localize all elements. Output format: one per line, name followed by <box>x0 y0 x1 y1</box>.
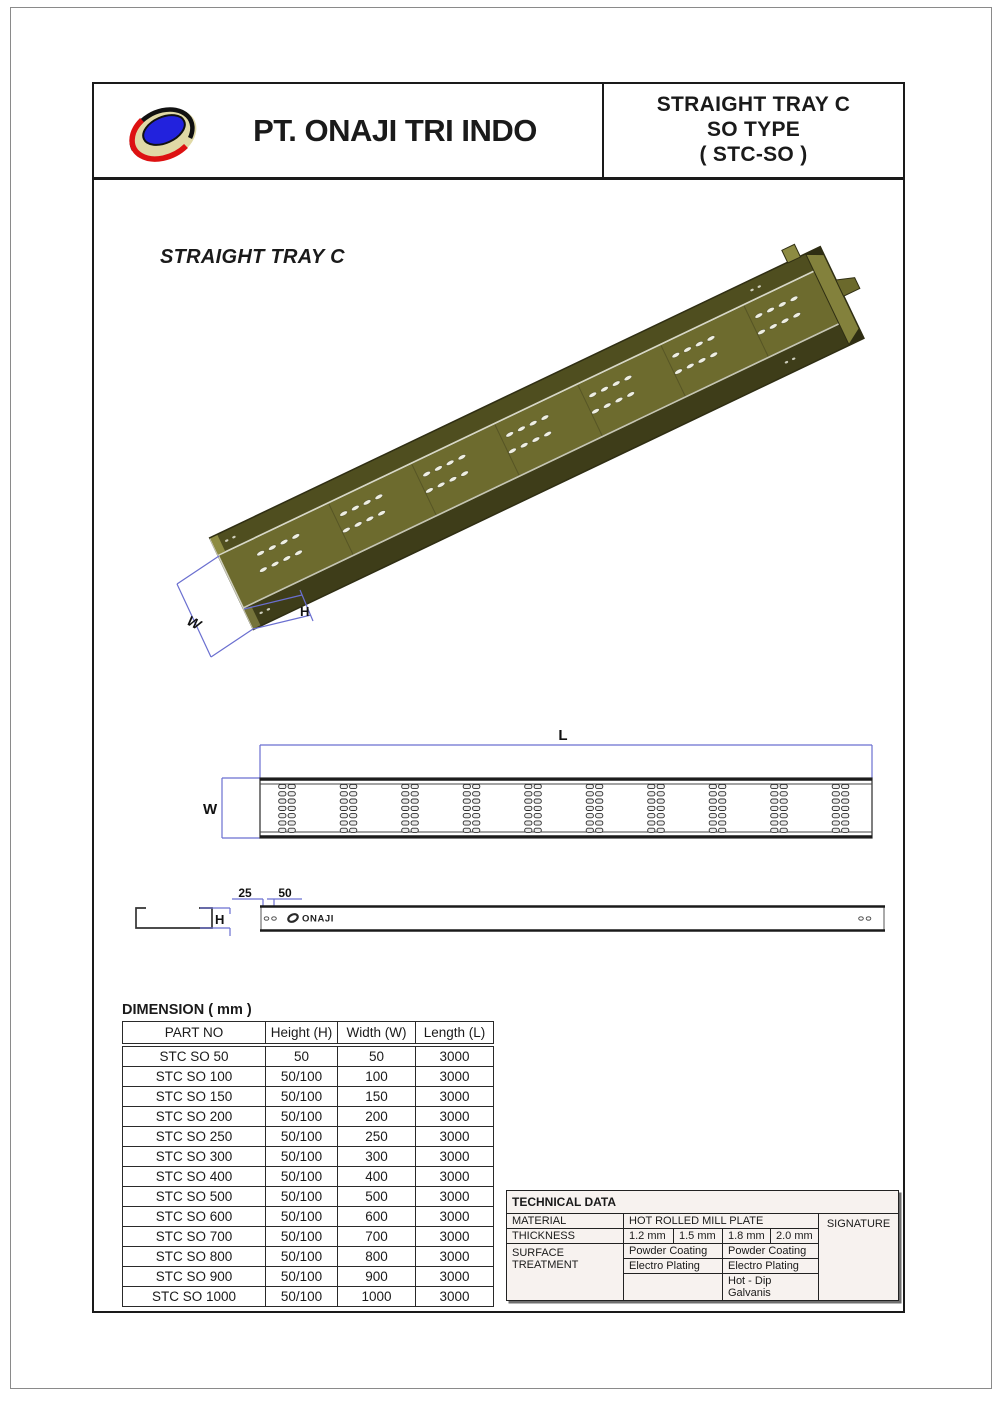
company-name: PT. ONAJI TRI INDO <box>253 112 537 148</box>
perforation-slot <box>402 784 409 788</box>
perforation-slot <box>463 792 470 796</box>
perforation-slot <box>350 784 357 788</box>
technical-data-table <box>506 1190 899 1301</box>
dimension-table-row <box>123 1087 494 1107</box>
product-title-cell <box>602 84 903 177</box>
plan-width-label: W <box>203 801 218 818</box>
material-value: HOT ROLLED MILL PLATE <box>624 1214 819 1229</box>
perforation-slot <box>771 814 778 818</box>
perforation-slot <box>534 806 541 810</box>
perforation-slot <box>719 814 726 818</box>
perforation-slot <box>525 806 532 810</box>
dimension-cell: 50/100 <box>266 1067 338 1087</box>
perforation-slot <box>411 821 418 825</box>
perforation-slot <box>771 821 778 825</box>
perforation-slot <box>586 821 593 825</box>
perforation-slot <box>340 821 347 825</box>
perforation-slot <box>657 799 664 803</box>
dimension-cell: 50/100 <box>266 1127 338 1147</box>
dimension-cell: 50/100 <box>266 1207 338 1227</box>
dimension-cell: 800 <box>338 1247 416 1267</box>
perforation-slot <box>709 799 716 803</box>
dimension-table-row <box>123 1247 494 1267</box>
dimension-cell: 3000 <box>416 1045 494 1067</box>
dimension-cell: STC SO 700 <box>123 1227 266 1247</box>
perforation-slot <box>473 806 480 810</box>
perforation-slot <box>534 821 541 825</box>
perforation-slot <box>719 792 726 796</box>
tray-edge-highlight-bottom <box>243 323 839 609</box>
perforation-slot <box>719 806 726 810</box>
perforation-slot <box>340 792 347 796</box>
perforation-slot <box>832 821 839 825</box>
dimension-table-row <box>123 1287 494 1307</box>
perforation-slot <box>780 814 787 818</box>
plan-view-drawing <box>120 700 905 870</box>
dimension-table-header-row <box>123 1022 494 1046</box>
perforation-slot <box>842 828 849 832</box>
dimension-cell: 3000 <box>416 1187 494 1207</box>
perforation-slot <box>350 806 357 810</box>
length-dimension-bracket <box>260 745 872 780</box>
perforation-slot <box>771 806 778 810</box>
perforation-slot <box>525 784 532 788</box>
perforation-slot <box>473 792 480 796</box>
dimension-cell: 3000 <box>416 1107 494 1127</box>
dimension-cell: 3000 <box>416 1207 494 1227</box>
perforation-slot <box>288 799 295 803</box>
perforation-slot <box>350 821 357 825</box>
dimension-cell: 50/100 <box>266 1167 338 1187</box>
onaji-stamp-text: ONAJI <box>302 913 335 925</box>
perforation-slot <box>832 806 839 810</box>
perforation-slot <box>288 806 295 810</box>
thickness-value-2: 1.5 mm <box>674 1229 723 1244</box>
dimension-cell: STC SO 600 <box>123 1207 266 1227</box>
perforation-slot <box>780 799 787 803</box>
perforation-slot <box>648 814 655 818</box>
dimension-table-title: DIMENSION ( mm ) <box>122 1002 252 1018</box>
perforation-slot <box>842 792 849 796</box>
tray-edge-highlight-top <box>218 270 814 556</box>
perforation-slot <box>780 784 787 788</box>
perforation-slot <box>411 814 418 818</box>
dimension-table-row <box>123 1187 494 1207</box>
perforation-slot <box>279 821 286 825</box>
side-view-drawing <box>120 870 905 960</box>
dimension-cell: 50/100 <box>266 1247 338 1267</box>
dimension-cell: 3000 <box>416 1267 494 1287</box>
perforation-slot <box>402 792 409 796</box>
col-length: Length (L) <box>416 1022 494 1046</box>
perforation-slot <box>780 821 787 825</box>
perforation-slot <box>596 814 603 818</box>
signature-cell: SIGNATURE <box>819 1214 899 1301</box>
dimension-table-row <box>123 1067 494 1087</box>
perforation-slot <box>402 821 409 825</box>
perforation-slot <box>842 821 849 825</box>
tray-body <box>203 240 880 631</box>
dimension-cell: 3000 <box>416 1147 494 1167</box>
perforation-slot <box>596 799 603 803</box>
dimension-cell: 3000 <box>416 1087 494 1107</box>
perforation-slot <box>340 784 347 788</box>
perforation-slot <box>648 792 655 796</box>
perforation-slot <box>279 799 286 803</box>
perforation-slot <box>657 792 664 796</box>
thickness-value-3: 1.8 mm <box>723 1229 771 1244</box>
perforation-slot <box>586 806 593 810</box>
dimension-cell: 50/100 <box>266 1107 338 1127</box>
perforation-slot <box>771 784 778 788</box>
perforation-slot <box>525 799 532 803</box>
header-left-cell <box>94 84 602 177</box>
perforation-slot <box>411 784 418 788</box>
perforation-slot <box>279 806 286 810</box>
perforation-slot <box>288 821 295 825</box>
perforation-slot <box>340 799 347 803</box>
perforation-slot <box>340 814 347 818</box>
perforation-slot <box>648 799 655 803</box>
c-profile-section <box>136 908 212 928</box>
technical-data-title: TECHNICAL DATA <box>507 1191 899 1214</box>
perforation-slot <box>473 784 480 788</box>
perforation-slot <box>648 828 655 832</box>
perforation-slot <box>586 814 593 818</box>
dimension-cell: STC SO 800 <box>123 1247 266 1267</box>
dimension-cell: 3000 <box>416 1247 494 1267</box>
perforation-slot <box>350 792 357 796</box>
perforation-slot <box>832 828 839 832</box>
title-block <box>92 82 905 180</box>
perforation-slot <box>288 792 295 796</box>
perforation-slot <box>525 821 532 825</box>
dimension-table-row <box>123 1107 494 1127</box>
dimension-table-row <box>123 1207 494 1227</box>
perforation-slot <box>596 806 603 810</box>
dimension-cell: STC SO 900 <box>123 1267 266 1287</box>
perforation-slot <box>340 806 347 810</box>
perforation-slot <box>709 821 716 825</box>
perforation-slot <box>657 784 664 788</box>
thickness-value-4: 2.0 mm <box>771 1229 819 1244</box>
perforation-slot <box>473 828 480 832</box>
perforation-slot <box>586 792 593 796</box>
perforation-slot <box>402 814 409 818</box>
perforation-slot <box>832 814 839 818</box>
perforation-slot <box>709 806 716 810</box>
perforation-slot <box>657 806 664 810</box>
dimension-table-row <box>123 1147 494 1167</box>
dimension-cell: 3000 <box>416 1287 494 1307</box>
perforation-slot <box>596 821 603 825</box>
perforation-slot <box>709 792 716 796</box>
perforation-slot <box>463 784 470 788</box>
perforation-slot <box>463 814 470 818</box>
dimension-cell: 50/100 <box>266 1267 338 1287</box>
perforation-slot <box>279 792 286 796</box>
perforation-slot <box>771 792 778 796</box>
perforation-slot <box>350 828 357 832</box>
perforation-slot <box>780 792 787 796</box>
perforation-slot <box>534 799 541 803</box>
perforation-slot <box>463 821 470 825</box>
iso-height-label: H <box>300 604 310 619</box>
col-part-no: PART NO <box>123 1022 266 1046</box>
perforation-slot <box>288 828 295 832</box>
tray-3d-drawing <box>130 240 890 660</box>
surface-3-right: Hot - Dip Galvanis <box>723 1274 819 1301</box>
product-title-line1: STRAIGHT TRAY C <box>656 93 851 117</box>
perforation-slot <box>411 792 418 796</box>
dimension-cell: STC SO 500 <box>123 1187 266 1207</box>
dimension-cell: 100 <box>338 1067 416 1087</box>
surface-2-left: Electro Plating <box>624 1259 723 1274</box>
dimension-cell: STC SO 200 <box>123 1107 266 1127</box>
perforation-slot <box>534 792 541 796</box>
dimension-cell: 3000 <box>416 1067 494 1087</box>
dimension-table-row <box>123 1045 494 1067</box>
perforation-slot <box>463 806 470 810</box>
dimension-cell: 3000 <box>416 1127 494 1147</box>
thickness-label: THICKNESS <box>507 1229 624 1244</box>
perforation-slot <box>842 814 849 818</box>
perforation-slot <box>771 799 778 803</box>
perforation-slot <box>473 799 480 803</box>
surface-treatment-label: SURFACE TREATMENT <box>507 1244 624 1301</box>
perforation-slot <box>534 814 541 818</box>
elevation-outline <box>261 906 884 931</box>
perforation-slot <box>288 814 295 818</box>
tray-near-wall <box>244 325 849 629</box>
perforation-slot <box>473 821 480 825</box>
dimension-cell: 1000 <box>338 1287 416 1307</box>
dimension-cell: STC SO 1000 <box>123 1287 266 1307</box>
perforation-slot <box>525 792 532 796</box>
perforation-slot <box>719 828 726 832</box>
dimension-cell: 900 <box>338 1267 416 1287</box>
surface-1-left: Powder Coating <box>624 1244 723 1259</box>
dimension-cell: 50 <box>338 1045 416 1067</box>
tray-floor <box>219 272 839 607</box>
dimension-cell: 200 <box>338 1107 416 1127</box>
perforation-slot <box>586 784 593 788</box>
perforation-slot <box>832 792 839 796</box>
perforation-slot <box>596 784 603 788</box>
perforation-slot <box>709 814 716 818</box>
perforation-slot <box>534 784 541 788</box>
surface-1-right: Powder Coating <box>723 1244 819 1259</box>
perforation-slot <box>657 828 664 832</box>
perforation-slot <box>657 821 664 825</box>
dimension-cell: 150 <box>338 1087 416 1107</box>
perforation-slot <box>279 814 286 818</box>
dimension-cell: STC SO 250 <box>123 1127 266 1147</box>
perforation-slot <box>719 799 726 803</box>
perforation-slot <box>832 799 839 803</box>
surface-3-left <box>624 1274 723 1301</box>
perforation-slot <box>586 828 593 832</box>
dimension-cell: STC SO 150 <box>123 1087 266 1107</box>
dim-25-label: 25 <box>238 886 252 900</box>
perforation-slot <box>719 784 726 788</box>
dimension-table <box>122 1021 494 1307</box>
dimension-cell: 50/100 <box>266 1087 338 1107</box>
perforation-slot <box>525 828 532 832</box>
perforation-slot <box>709 784 716 788</box>
dimension-cell: 300 <box>338 1147 416 1167</box>
perforation-slot <box>463 828 470 832</box>
perforation-slot <box>350 799 357 803</box>
perforation-slot <box>719 821 726 825</box>
perforation-slot <box>832 784 839 788</box>
perforation-slot <box>525 814 532 818</box>
material-label: MATERIAL <box>507 1214 624 1229</box>
dimension-cell: 700 <box>338 1227 416 1247</box>
dimension-cell: STC SO 400 <box>123 1167 266 1187</box>
dimension-table-row <box>123 1267 494 1287</box>
width-dimension-bracket <box>222 778 260 838</box>
dimension-cell: 3000 <box>416 1167 494 1187</box>
perforation-slot <box>411 828 418 832</box>
perforation-slot <box>709 828 716 832</box>
dim-50-label: 50 <box>278 886 292 900</box>
perforation-slot <box>780 806 787 810</box>
perforation-slot <box>411 799 418 803</box>
perforation-slot <box>402 828 409 832</box>
iso-drawing-title: STRAIGHT TRAY C <box>160 246 345 268</box>
dimension-cell: STC SO 300 <box>123 1147 266 1167</box>
perforation-slot <box>463 799 470 803</box>
dimension-cell: 50 <box>266 1045 338 1067</box>
dimension-table-row <box>123 1127 494 1147</box>
perforation-slot <box>842 799 849 803</box>
dimension-cell: 400 <box>338 1167 416 1187</box>
perforation-slot <box>596 828 603 832</box>
surface-2-right: Electro Plating <box>723 1259 819 1274</box>
col-height: Height (H) <box>266 1022 338 1046</box>
side-height-label: H <box>215 912 225 927</box>
perforation-slot <box>279 828 286 832</box>
perforation-slot <box>648 784 655 788</box>
perforation-slot <box>411 806 418 810</box>
perforation-slot <box>657 814 664 818</box>
perforation-slot <box>842 784 849 788</box>
dimension-table-row <box>123 1167 494 1187</box>
dimension-cell: 500 <box>338 1187 416 1207</box>
product-title-line2: SO TYPE <box>706 118 801 142</box>
perforation-slot <box>402 799 409 803</box>
dimension-cell: 250 <box>338 1127 416 1147</box>
dimension-cell: 600 <box>338 1207 416 1227</box>
perforation-slot <box>596 792 603 796</box>
perforation-slot <box>648 821 655 825</box>
perforation-slot <box>340 828 347 832</box>
dimension-cell: STC SO 100 <box>123 1067 266 1087</box>
perforation-slot <box>780 828 787 832</box>
dimension-cell: 3000 <box>416 1227 494 1247</box>
dimension-cell: STC SO 50 <box>123 1045 266 1067</box>
perforation-slot <box>473 814 480 818</box>
perforation-slot <box>586 799 593 803</box>
product-title-line3: ( STC-SO ) <box>699 142 808 166</box>
perforation-slot <box>350 814 357 818</box>
perforation-slot <box>288 784 295 788</box>
dimension-cell: 50/100 <box>266 1227 338 1247</box>
perforation-slot <box>842 806 849 810</box>
dimension-cell: 50/100 <box>266 1147 338 1167</box>
dimension-cell: 50/100 <box>266 1187 338 1207</box>
dimension-table-row <box>123 1227 494 1247</box>
col-width: Width (W) <box>338 1022 416 1046</box>
perforation-slot <box>771 828 778 832</box>
perforation-slot <box>648 806 655 810</box>
perforation-slot <box>279 784 286 788</box>
length-label: L <box>558 727 568 744</box>
iso-width-label: W <box>184 612 204 633</box>
dimension-cell: 50/100 <box>266 1287 338 1307</box>
perforation-slot <box>534 828 541 832</box>
perforation-slot <box>402 806 409 810</box>
company-logo-icon <box>120 92 206 170</box>
thickness-value-1: 1.2 mm <box>624 1229 674 1244</box>
material-row <box>507 1214 899 1229</box>
